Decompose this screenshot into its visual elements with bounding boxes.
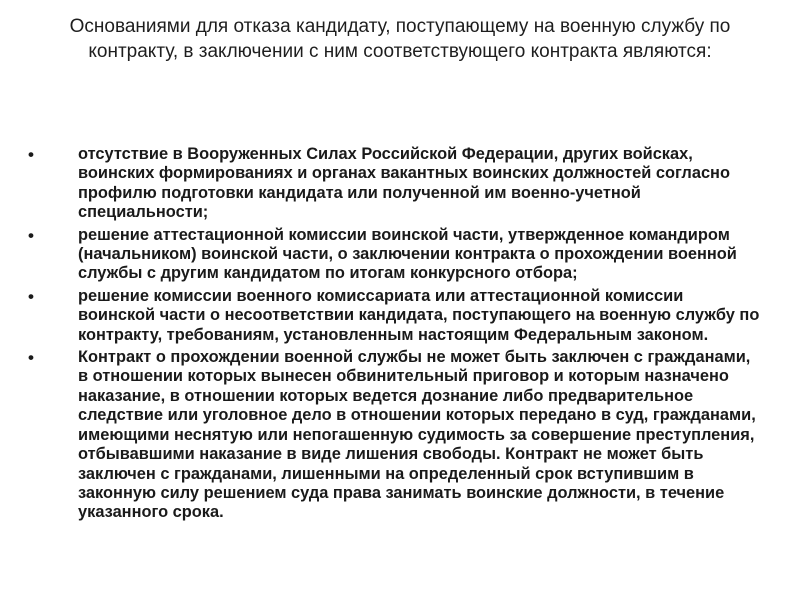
bullet-item: • Контракт о прохождении военной службы не может быть заключен с гражданами, в отношении которых вынесен обвинительный приговор и которым назначено наказание, в отношении которых ведется дознание либо предварительное следствие или уголовное дело в отношении которых передано в суд, гражданами, имеющими неснятую или непогашенную судимость за совершение преступления, отбывавшими наказание в виде лишения свободы. Контракт не может быть заключен с гражданами, лишенными на определенный срок вступившим в законную силу решением суда права занимать воинские должности, в течение указанного срока. xyxy=(26,348,760,523)
bullet-item: • решение аттестационной комиссии воинской части, утвержденное командиром (начальником) воинской части, о заключении контракта о прохождении военной службы с другим кандидатом по итогам конкурсного отбора; xyxy=(26,226,760,284)
bullet-item: • решение комиссии военного комиссариата или аттестационной комиссии воинской части о несоответствии кандидата, поступающего на военную службу по контракту, требованиям, установленным настоящим Федеральным законом. xyxy=(26,287,760,345)
bullet-item: • отсутствие в Вооруженных Силах Российской Федерации, других войсках, воинских формированиях и органах вакантных воинских должностей согласно профилю подготовки кандидата или полученной им военно-учетной специальности; xyxy=(26,145,760,223)
bullet-list xyxy=(26,145,760,526)
slide-title: Основаниями для отказа кандидату, поступающему на военную службу по контракту, в заключении с ним соответствующего контракта являются: xyxy=(69,16,731,62)
